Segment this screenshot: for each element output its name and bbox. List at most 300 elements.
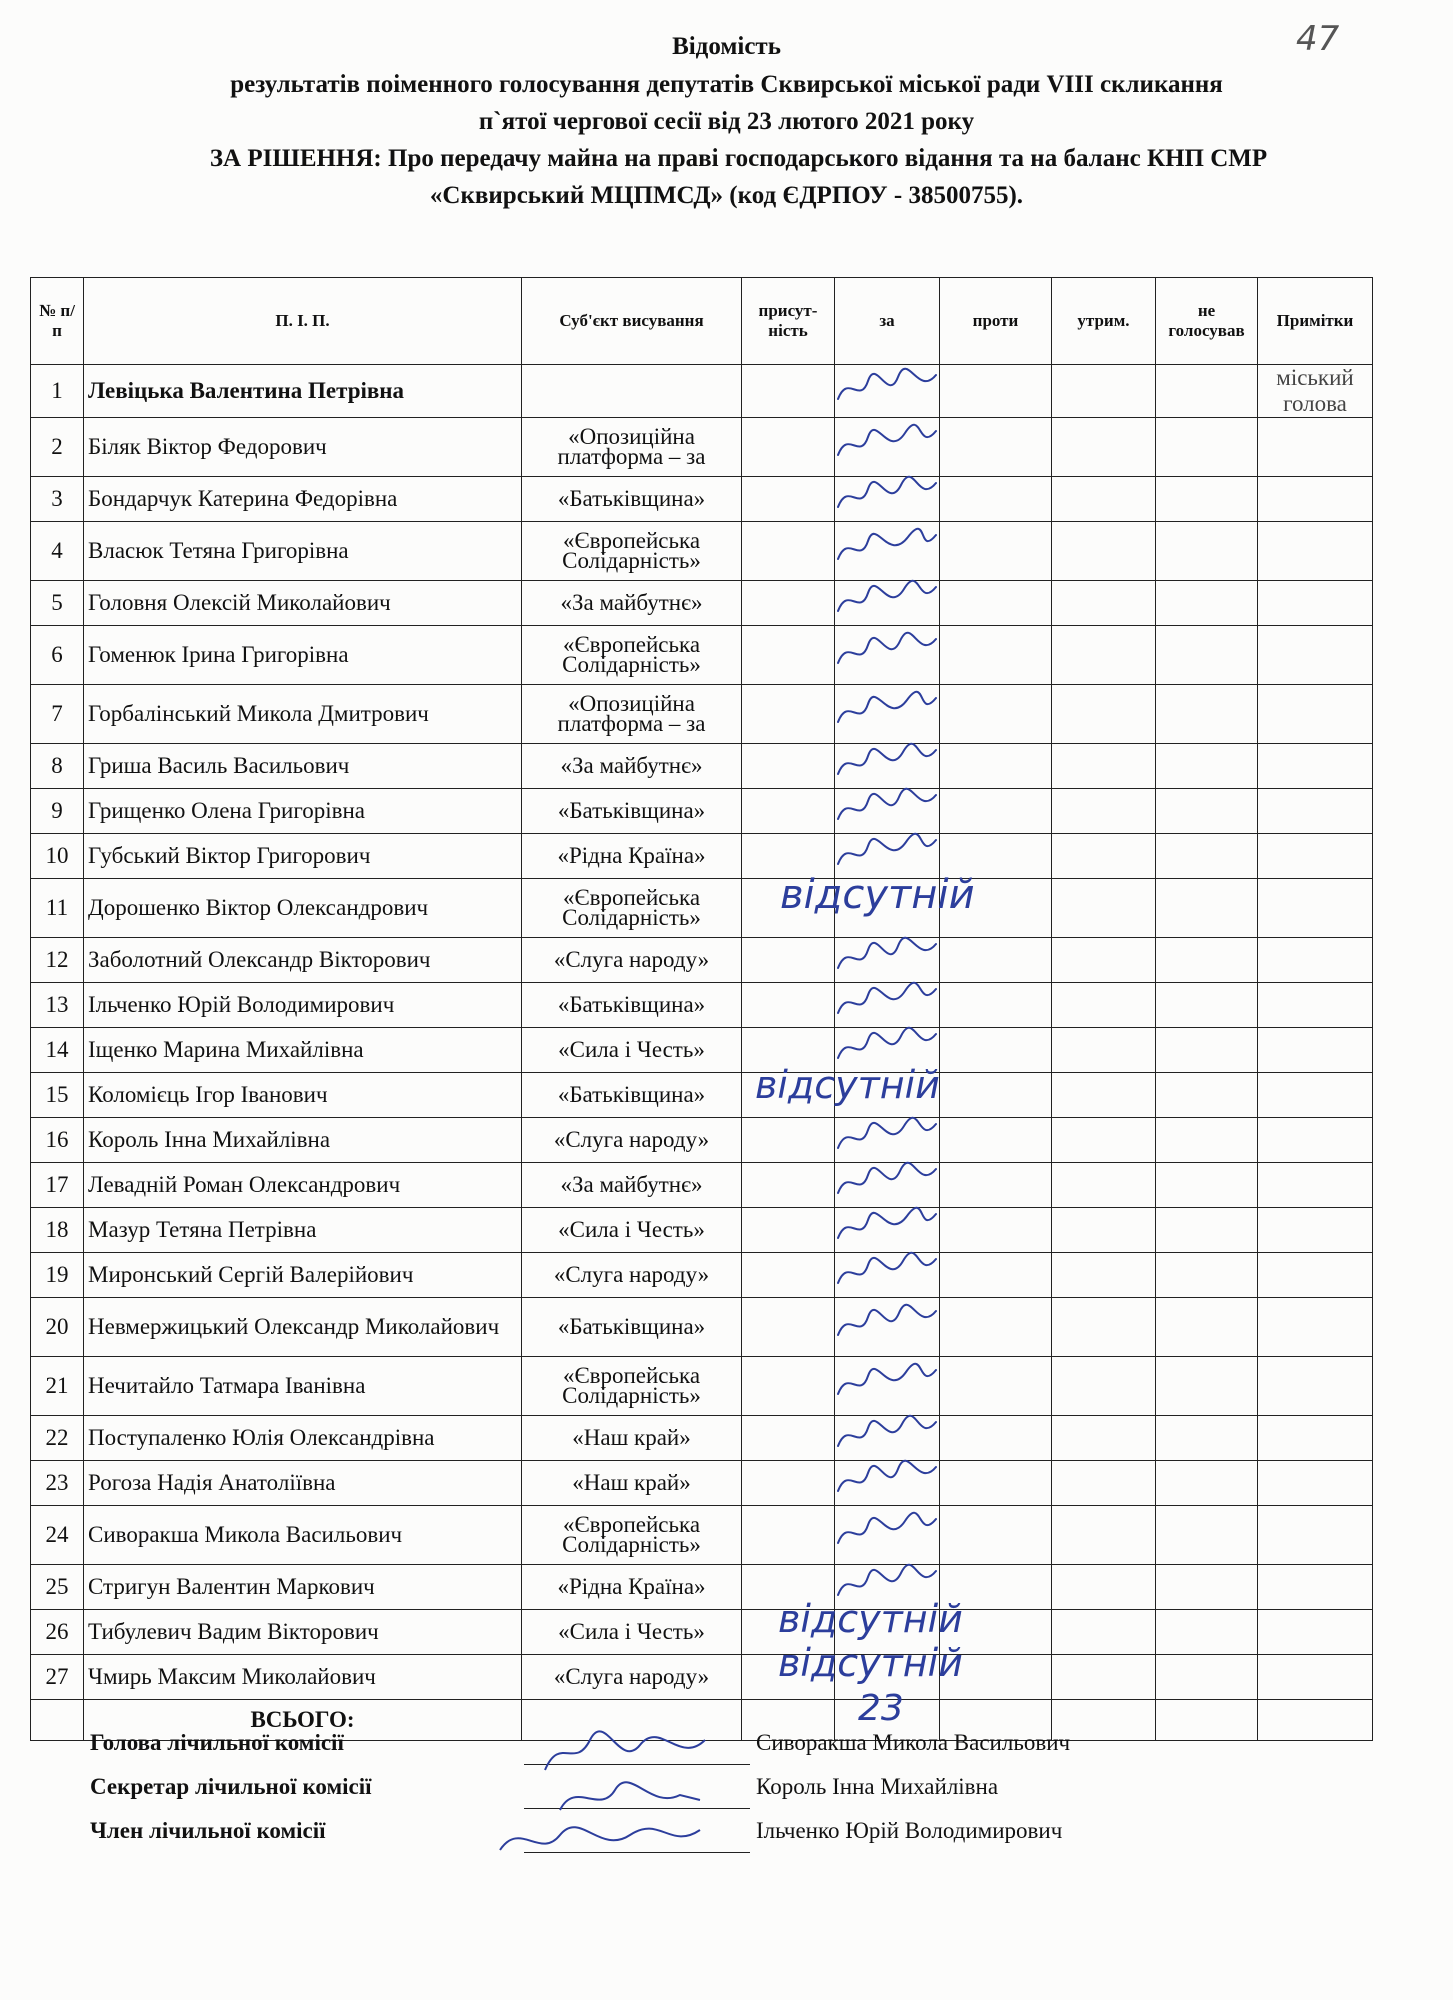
- nominating-party: «Батьківщина»: [522, 1298, 742, 1357]
- table-row: [31, 1073, 1373, 1118]
- not-voted-cell: [1156, 522, 1258, 581]
- table-row: [31, 744, 1373, 789]
- vote-for-cell: [835, 1118, 940, 1163]
- note-cell: [1258, 1461, 1373, 1506]
- vote-against-cell: [940, 522, 1052, 581]
- row-number: 17: [31, 1163, 84, 1208]
- presence-cell: [742, 1565, 835, 1610]
- not-voted-cell: [1156, 834, 1258, 879]
- deputy-name: Іщенко Марина Михайлівна: [84, 1028, 522, 1073]
- vote-for-cell: [835, 983, 940, 1028]
- table-header-row: [31, 278, 1373, 365]
- vote-for-cell: [835, 834, 940, 879]
- nominating-party: «Сила і Честь»: [522, 1610, 742, 1655]
- note-cell: [1258, 1253, 1373, 1298]
- row-number: 12: [31, 938, 84, 983]
- deputy-name: Сиворакша Микола Васильович: [84, 1506, 522, 1565]
- not-voted-cell: [1156, 365, 1258, 418]
- table-row: [31, 983, 1373, 1028]
- row-number: 11: [31, 879, 84, 938]
- not-voted-cell: [1156, 983, 1258, 1028]
- deputy-name: Коломієць Ігор Іванович: [84, 1073, 522, 1118]
- col-notvoted-header: не голосував: [1156, 278, 1258, 365]
- vote-for-cell: [835, 1357, 940, 1416]
- note-cell: [1258, 1073, 1373, 1118]
- presence-cell: [742, 1357, 835, 1416]
- abstain-cell: [1052, 1565, 1156, 1610]
- row-number: 6: [31, 626, 84, 685]
- deputy-name: Губський Віктор Григорович: [84, 834, 522, 879]
- not-voted-cell: [1156, 1610, 1258, 1655]
- deputy-name: Левадній Роман Олександрович: [84, 1163, 522, 1208]
- voting-table: [30, 277, 1373, 1741]
- vote-against-cell: [940, 1163, 1052, 1208]
- table-row: [31, 1118, 1373, 1163]
- row-number: 22: [31, 1416, 84, 1461]
- row-number: 16: [31, 1118, 84, 1163]
- vote-for-cell: [835, 1298, 940, 1357]
- vote-for-cell: [835, 1655, 940, 1700]
- table-row: [31, 879, 1373, 938]
- note-cell: [1258, 834, 1373, 879]
- not-voted-cell: [1156, 685, 1258, 744]
- col-name-header: П. І. П.: [84, 278, 522, 365]
- note-cell: [1258, 1610, 1373, 1655]
- header-line-council: результатів поіменного голосування депутатів Сквирської міської ради VIII скликання: [230, 71, 1223, 98]
- vote-for-cell: [835, 1073, 940, 1118]
- not-voted-cell: [1156, 1073, 1258, 1118]
- row-number: 4: [31, 522, 84, 581]
- col-party-header: Суб'єкт висування: [522, 278, 742, 365]
- total-for-handwritten: 23: [858, 1688, 904, 1729]
- absent-note-row-27: відсутній: [778, 1641, 963, 1685]
- table-row: [31, 1163, 1373, 1208]
- nominating-party: «Батьківщина»: [522, 983, 742, 1028]
- row-number: 23: [31, 1461, 84, 1506]
- nominating-party: «За майбутнє»: [522, 744, 742, 789]
- abstain-cell: [1052, 1655, 1156, 1700]
- deputy-name: Бондарчук Катерина Федорівна: [84, 477, 522, 522]
- presence-cell: [742, 581, 835, 626]
- vote-against-cell: [940, 1461, 1052, 1506]
- deputy-name: Головня Олексій Миколайович: [84, 581, 522, 626]
- presence-cell: [742, 1208, 835, 1253]
- note-cell: [1258, 789, 1373, 834]
- nominating-party: «Європейська Солідарність»: [522, 1357, 742, 1416]
- total-label: ВСЬОГО:: [84, 1700, 522, 1741]
- abstain-cell: [1052, 1416, 1156, 1461]
- nominating-party: «Наш край»: [522, 1416, 742, 1461]
- table-row: [31, 685, 1373, 744]
- vote-against-cell: [940, 1208, 1052, 1253]
- vote-against-cell: [940, 1073, 1052, 1118]
- table-row: [31, 1506, 1373, 1565]
- vote-against-cell: [940, 789, 1052, 834]
- row-number: 5: [31, 581, 84, 626]
- table-row: [31, 1357, 1373, 1416]
- nominating-party: «Європейська Солідарність»: [522, 626, 742, 685]
- signature-line: [524, 1852, 750, 1853]
- note-cell: [1258, 744, 1373, 789]
- vote-for-cell: [835, 744, 940, 789]
- not-voted-cell: [1156, 626, 1258, 685]
- commission-head-role: Голова лічильної комісії: [90, 1730, 344, 1755]
- vote-against-cell: [940, 365, 1052, 418]
- not-voted-cell: [1156, 1253, 1258, 1298]
- presence-cell: [742, 1610, 835, 1655]
- row-number: 15: [31, 1073, 84, 1118]
- vote-against-cell: [940, 1118, 1052, 1163]
- vote-against-cell: [940, 938, 1052, 983]
- header-line-decision: ЗА РІШЕННЯ: Про передачу майна на праві господарського відання та на баланс КНП СМР: [209, 145, 1268, 172]
- absent-note-row-15: відсутній: [755, 1063, 940, 1107]
- row-number: 8: [31, 744, 84, 789]
- note-cell: [1258, 1506, 1373, 1565]
- presence-cell: [742, 418, 835, 477]
- vote-for-cell: [835, 1461, 940, 1506]
- vote-against-cell: [940, 1506, 1052, 1565]
- vote-for-cell: [835, 418, 940, 477]
- not-voted-cell: [1156, 1506, 1258, 1565]
- abstain-cell: [1052, 834, 1156, 879]
- table-row: [31, 1655, 1373, 1700]
- presence-cell: [742, 1118, 835, 1163]
- vote-for-cell: [835, 938, 940, 983]
- table-row: [31, 1253, 1373, 1298]
- vote-against-cell: [940, 1298, 1052, 1357]
- nominating-party: «Слуга народу»: [522, 1655, 742, 1700]
- not-voted-cell: [1156, 581, 1258, 626]
- row-number: 25: [31, 1565, 84, 1610]
- deputy-name: Левіцька Валентина Петрівна: [84, 365, 522, 418]
- not-voted-cell: [1156, 938, 1258, 983]
- table-row: [31, 477, 1373, 522]
- not-voted-cell: [1156, 418, 1258, 477]
- presence-cell: [742, 626, 835, 685]
- row-number: 19: [31, 1253, 84, 1298]
- table-row: [31, 626, 1373, 685]
- nominating-party: «Європейська Солідарність»: [522, 879, 742, 938]
- nominating-party: «Опозиційна платформа – за: [522, 418, 742, 477]
- presence-cell: [742, 477, 835, 522]
- commission-head-row: [90, 1730, 1390, 1774]
- abstain-cell: [1052, 1357, 1156, 1416]
- row-number: 2: [31, 418, 84, 477]
- vote-against-cell: [940, 1655, 1052, 1700]
- presence-cell: [742, 1416, 835, 1461]
- presence-cell: [742, 983, 835, 1028]
- note-cell: [1258, 1357, 1373, 1416]
- vote-against-cell: [940, 744, 1052, 789]
- row-number: 26: [31, 1610, 84, 1655]
- abstain-cell: [1052, 789, 1156, 834]
- note-cell: [1258, 1565, 1373, 1610]
- vote-against-cell: [940, 1028, 1052, 1073]
- abstain-cell: [1052, 1208, 1156, 1253]
- vote-against-cell: [940, 1253, 1052, 1298]
- row-number: 1: [31, 365, 84, 418]
- deputy-name: Мазур Тетяна Петрівна: [84, 1208, 522, 1253]
- vote-against-cell: [940, 1357, 1052, 1416]
- abstain-cell: [1052, 522, 1156, 581]
- vote-against-cell: [940, 983, 1052, 1028]
- not-voted-cell: [1156, 879, 1258, 938]
- signature-line: [524, 1808, 750, 1809]
- presence-cell: [742, 1253, 835, 1298]
- abstain-cell: [1052, 1461, 1156, 1506]
- vote-for-cell: [835, 1565, 940, 1610]
- commission-head-name: Сиворакша Микола Васильович: [756, 1730, 1071, 1755]
- note-cell: [1258, 477, 1373, 522]
- vote-against-cell: [940, 626, 1052, 685]
- table-row: [31, 938, 1373, 983]
- deputy-name: Миронський Сергій Валерійович: [84, 1253, 522, 1298]
- vote-against-cell: [940, 1610, 1052, 1655]
- vote-for-cell: [835, 522, 940, 581]
- deputy-name: Ільченко Юрій Володимирович: [84, 983, 522, 1028]
- nominating-party: «Наш край»: [522, 1461, 742, 1506]
- abstain-cell: [1052, 879, 1156, 938]
- row-number: 20: [31, 1298, 84, 1357]
- abstain-cell: [1052, 477, 1156, 522]
- not-voted-cell: [1156, 1208, 1258, 1253]
- deputy-name: Власюк Тетяна Григорівна: [84, 522, 522, 581]
- deputy-name: Біляк Віктор Федорович: [84, 418, 522, 477]
- vote-for-cell: [835, 626, 940, 685]
- signature-line: [524, 1764, 750, 1765]
- table-row: [31, 1461, 1373, 1506]
- vote-for-cell: [835, 1506, 940, 1565]
- presence-cell: [742, 938, 835, 983]
- nominating-party: «Рідна Країна»: [522, 834, 742, 879]
- table-row: [31, 1610, 1373, 1655]
- deputy-name: Чмирь Максим Миколайович: [84, 1655, 522, 1700]
- nominating-party: «За майбутнє»: [522, 581, 742, 626]
- table-row: [31, 1416, 1373, 1461]
- deputy-name: Грищенко Олена Григорівна: [84, 789, 522, 834]
- abstain-cell: [1052, 626, 1156, 685]
- nominating-party: «Батьківщина»: [522, 477, 742, 522]
- row-number: 13: [31, 983, 84, 1028]
- table-row: [31, 581, 1373, 626]
- vote-for-cell: [835, 879, 940, 938]
- abstain-cell: [1052, 938, 1156, 983]
- absent-note-row-26: відсутній: [778, 1597, 963, 1641]
- not-voted-cell: [1156, 1565, 1258, 1610]
- presence-cell: [742, 879, 835, 938]
- header-line-session: п`ятої чергової сесії від 23 лютого 2021 року: [478, 108, 975, 135]
- vote-against-cell: [940, 581, 1052, 626]
- note-cell: [1258, 1208, 1373, 1253]
- table-row: [31, 834, 1373, 879]
- header-line-organization: «Сквирський МЦПМСД» (код ЄДРПОУ - 38500755).: [429, 182, 1024, 209]
- presence-cell: [742, 789, 835, 834]
- note-cell: [1258, 522, 1373, 581]
- note-cell: [1258, 1028, 1373, 1073]
- col-against-header: проти: [940, 278, 1052, 365]
- presence-cell: [742, 1298, 835, 1357]
- vote-for-cell: [835, 365, 940, 418]
- presence-cell: [742, 522, 835, 581]
- table-row: [31, 789, 1373, 834]
- abstain-cell: [1052, 983, 1156, 1028]
- presence-cell: [742, 834, 835, 879]
- col-for-header: за: [835, 278, 940, 365]
- presence-cell: [742, 1461, 835, 1506]
- presence-cell: [742, 365, 835, 418]
- col-abstain-header: утрим.: [1052, 278, 1156, 365]
- note-cell: [1258, 1163, 1373, 1208]
- not-voted-cell: [1156, 1461, 1258, 1506]
- deputy-name: Гоменюк Ірина Григорівна: [84, 626, 522, 685]
- document-header: [0, 28, 1453, 214]
- nominating-party: «Батьківщина»: [522, 789, 742, 834]
- nominating-party: «Слуга народу»: [522, 1253, 742, 1298]
- table-row: [31, 522, 1373, 581]
- not-voted-cell: [1156, 1416, 1258, 1461]
- vote-against-cell: [940, 685, 1052, 744]
- note-cell: [1258, 418, 1373, 477]
- nominating-party: «Рідна Країна»: [522, 1565, 742, 1610]
- presence-cell: [742, 1073, 835, 1118]
- abstain-cell: [1052, 1298, 1156, 1357]
- abstain-cell: [1052, 1506, 1156, 1565]
- note-cell: [1258, 983, 1373, 1028]
- abstain-cell: [1052, 1253, 1156, 1298]
- vote-for-cell: [835, 477, 940, 522]
- col-number-header: № п/п: [31, 278, 84, 365]
- vote-against-cell: [940, 879, 1052, 938]
- vote-for-cell: [835, 685, 940, 744]
- vote-against-cell: [940, 477, 1052, 522]
- deputy-name: Поступаленко Юлія Олександрівна: [84, 1416, 522, 1461]
- abstain-cell: [1052, 581, 1156, 626]
- vote-against-cell: [940, 834, 1052, 879]
- note-cell: [1258, 1416, 1373, 1461]
- deputy-name: Дорошенко Віктор Олександрович: [84, 879, 522, 938]
- commission-member-name: Ільченко Юрій Володимирович: [756, 1818, 1063, 1843]
- vote-for-cell: [835, 1253, 940, 1298]
- presence-cell: [742, 685, 835, 744]
- deputy-name: Заболотний Олександр Вікторович: [84, 938, 522, 983]
- nominating-party: «Сила і Честь»: [522, 1208, 742, 1253]
- note-cell: [1258, 1655, 1373, 1700]
- table-row: [31, 1028, 1373, 1073]
- vote-for-cell: [835, 1610, 940, 1655]
- presence-cell: [742, 1163, 835, 1208]
- nominating-party: «Батьківщина»: [522, 1073, 742, 1118]
- presence-cell: [742, 1506, 835, 1565]
- vote-for-cell: [835, 789, 940, 834]
- vote-against-cell: [940, 1416, 1052, 1461]
- abstain-cell: [1052, 365, 1156, 418]
- document-title: Відомість: [672, 33, 781, 60]
- vote-for-cell: [835, 1416, 940, 1461]
- vote-for-cell: [835, 581, 940, 626]
- note-cell: [1258, 879, 1373, 938]
- commission-secretary-name: Король Інна Михайлівна: [756, 1774, 999, 1799]
- col-notes-header: Примітки: [1258, 278, 1373, 365]
- row-number: 14: [31, 1028, 84, 1073]
- not-voted-cell: [1156, 1118, 1258, 1163]
- note-cell: [1258, 1118, 1373, 1163]
- row-number: 18: [31, 1208, 84, 1253]
- svg-text:47: 47: [1296, 19, 1340, 59]
- not-voted-cell: [1156, 1655, 1258, 1700]
- note-cell: [1258, 581, 1373, 626]
- deputy-name: Стригун Валентин Маркович: [84, 1565, 522, 1610]
- abstain-cell: [1052, 1073, 1156, 1118]
- note-cell: [1258, 1298, 1373, 1357]
- presence-cell: [742, 744, 835, 789]
- commission-secretary-row: [90, 1774, 1390, 1818]
- deputy-name: Рогоза Надія Анатоліївна: [84, 1461, 522, 1506]
- not-voted-cell: [1156, 1163, 1258, 1208]
- not-voted-cell: [1156, 1357, 1258, 1416]
- note-cell: [1258, 938, 1373, 983]
- presence-cell: [742, 1028, 835, 1073]
- row-number: 9: [31, 789, 84, 834]
- table-row: [31, 365, 1373, 418]
- deputy-name: Горбалінський Микола Дмитрович: [84, 685, 522, 744]
- abstain-cell: [1052, 1028, 1156, 1073]
- table-row: [31, 418, 1373, 477]
- abstain-cell: [1052, 1118, 1156, 1163]
- deputy-name: Тибулевич Вадим Вікторович: [84, 1610, 522, 1655]
- abstain-cell: [1052, 418, 1156, 477]
- not-voted-cell: [1156, 744, 1258, 789]
- vote-for-cell: [835, 1208, 940, 1253]
- row-number: 10: [31, 834, 84, 879]
- row-number: 7: [31, 685, 84, 744]
- deputy-name: Гриша Василь Васильович: [84, 744, 522, 789]
- abstain-cell: [1052, 685, 1156, 744]
- nominating-party: «Сила і Честь»: [522, 1028, 742, 1073]
- deputy-name: Нечитайло Татмара Іванівна: [84, 1357, 522, 1416]
- not-voted-cell: [1156, 1298, 1258, 1357]
- note-cell: [1258, 685, 1373, 744]
- nominating-party: «Опозиційна платформа – за: [522, 685, 742, 744]
- presence-cell: [742, 1655, 835, 1700]
- abstain-cell: [1052, 1163, 1156, 1208]
- commission-secretary-role: Секретар лічильної комісії: [90, 1774, 372, 1799]
- table-row: [31, 1208, 1373, 1253]
- note-cell: міський голова: [1258, 365, 1373, 418]
- vote-for-cell: [835, 1028, 940, 1073]
- nominating-party: «Європейська Солідарність»: [522, 522, 742, 581]
- nominating-party: «Європейська Солідарність»: [522, 1506, 742, 1565]
- vote-against-cell: [940, 1565, 1052, 1610]
- row-number: 3: [31, 477, 84, 522]
- abstain-cell: [1052, 1610, 1156, 1655]
- col-presence-header: присут-ність: [742, 278, 835, 365]
- abstain-cell: [1052, 744, 1156, 789]
- row-number: 21: [31, 1357, 84, 1416]
- row-number: 27: [31, 1655, 84, 1700]
- not-voted-cell: [1156, 789, 1258, 834]
- nominating-party: [522, 365, 742, 418]
- table-row: [31, 1298, 1373, 1357]
- commission-member-row: [90, 1818, 1390, 1862]
- deputy-name: Король Інна Михайлівна: [84, 1118, 522, 1163]
- table-row: [31, 1565, 1373, 1610]
- nominating-party: «Слуга народу»: [522, 938, 742, 983]
- commission-member-role: Член лічильної комісії: [90, 1818, 326, 1843]
- nominating-party: «За майбутнє»: [522, 1163, 742, 1208]
- nominating-party: «Слуга народу»: [522, 1118, 742, 1163]
- vote-against-cell: [940, 418, 1052, 477]
- vote-for-cell: [835, 1163, 940, 1208]
